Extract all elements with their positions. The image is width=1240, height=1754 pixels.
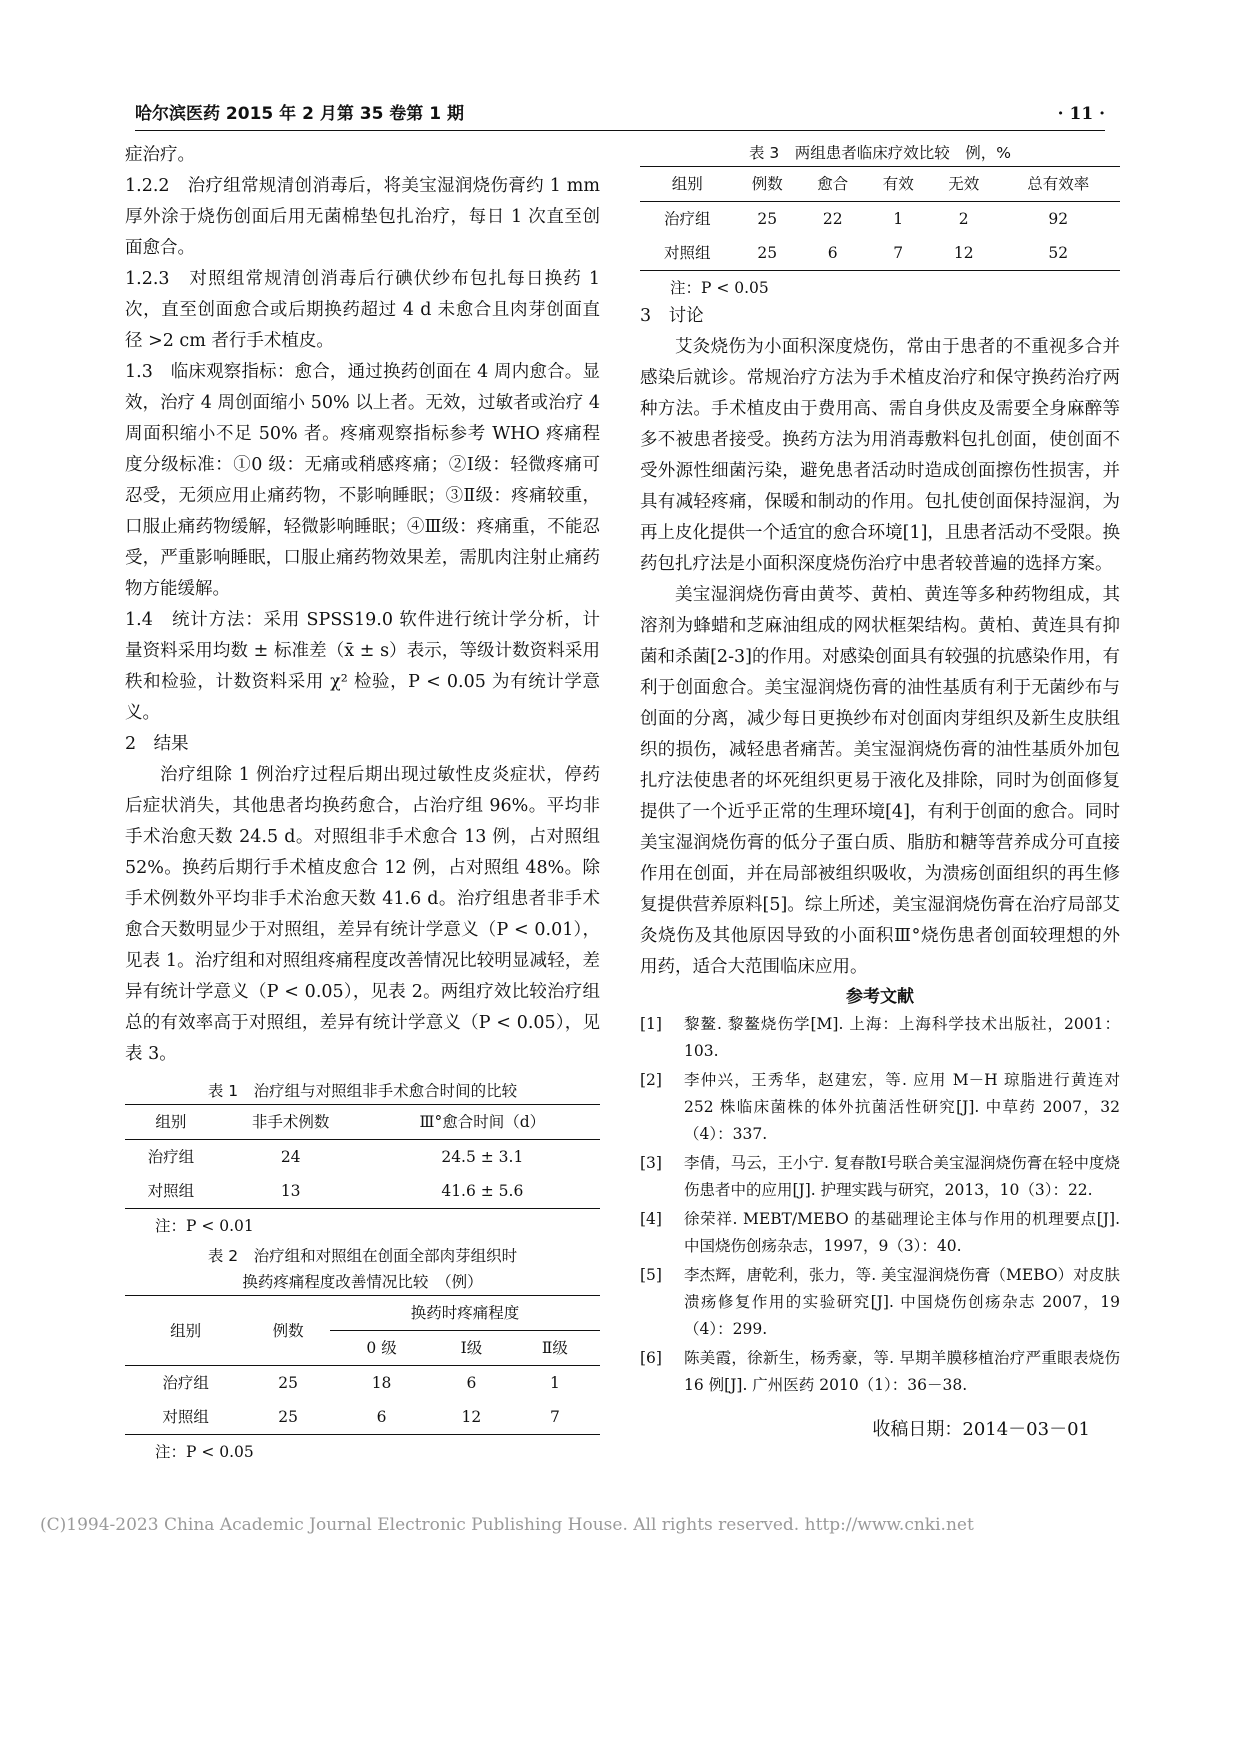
table-cell: 1	[549, 1374, 560, 1392]
journal-info: 哈尔滨医药 2015 年 2 月第 35 卷第 1 期	[135, 104, 464, 124]
table3-note: 注：P < 0.05	[670, 279, 769, 297]
table-cell: 25	[757, 244, 778, 262]
table-header: 愈合	[800, 167, 866, 202]
reference-item	[640, 1011, 1120, 1065]
table2	[125, 1295, 600, 1435]
table-cell: 13	[280, 1182, 301, 1200]
table3-caption: 表 3 两组患者临床疗效比较 例，%	[748, 144, 1012, 162]
table-cell: 7	[893, 244, 904, 262]
table-cell: 12	[953, 244, 974, 262]
table-cell: 对照组	[663, 244, 711, 262]
table-cell: 12	[461, 1408, 482, 1426]
table-cell: 92	[1048, 210, 1069, 228]
reference-item	[640, 1345, 1120, 1399]
table-cell: 25	[278, 1374, 298, 1392]
reference-text: 黎鳌. 黎鳌烧伤学[M]. 上海：上海科学技术出版社，2001：103.	[684, 1015, 1120, 1060]
table-cell: 6	[376, 1408, 387, 1426]
table-row	[125, 1400, 600, 1435]
reference-text: 李倩，马云，王小宁. 复春散Ⅰ号联合美宝湿润烧伤膏在轻中度烧伤患者中的应用[J]. 护理实践与研究，2013，10（3）：22.	[684, 1154, 1120, 1199]
table-cell: 24.5 ± 3.1	[441, 1148, 524, 1166]
reference-item	[640, 1262, 1120, 1343]
reference-number: [3]	[640, 1154, 662, 1172]
reference-text: 陈美霞，徐新生，杨秀豪，等. 早期羊膜移植治疗严重眼表烧伤 16 例[J]. 广州医药 2010（1）：36－38.	[684, 1349, 1120, 1394]
table-row	[640, 236, 1120, 271]
table-cell: 对照组	[162, 1408, 209, 1426]
paragraph: 美宝湿润烧伤膏由黄芩、黄柏、黄连等多种药物组成，其溶剂为蜂蜡和芝麻油组成的网状框架结构。黄柏、黄连具有抑菌和杀菌[2-3]的作用。对感染创面具有较强的抗感染作用，有利于创面愈合。美宝湿润烧伤膏的油性基质有利于无菌纱布与创面的分离，减少每日更换纱布对创面肉芽组织及新生皮肤组织的损伤，减轻患者痛苦。美宝湿润烧伤膏的油性基质外加包扎疗法使患者的坏死组织更易于液化及排除，同时为创面修复提供了一个近乎正常的生理环境[4]，有利于创面的愈合。同时美宝湿润烧伤膏的低分子蛋白质、脂肪和糖等营养成分可直接作用在创面，并在局部被组织吸收，为溃疡创面组织的再生修复提供营养原料[5]。综上所述，美宝湿润烧伤膏在治疗局部艾灸烧伤及其他原因导致的小面积Ⅲ°烧伤患者创面较理想的外用药，适合大范围临床应用。	[640, 585, 1120, 977]
table2-note: 注：P < 0.05	[155, 1443, 254, 1461]
table-cell: 治疗组	[147, 1148, 195, 1166]
table-cell: 41.6 ± 5.6	[441, 1182, 524, 1200]
reference-number: [1]	[640, 1015, 662, 1033]
copyright-notice: (C)1994-2023 China Academic Journal Electronic Publishing House. All rights reserved. http://www.cnki.net	[40, 1515, 974, 1535]
table1-caption: 表 1 治疗组与对照组非手术愈合时间的比较	[207, 1082, 518, 1100]
received-date: 收稿日期：2014－03－01	[872, 1419, 1090, 1440]
reference-text: 李杰辉，唐乾利，张力，等. 美宝湿润烧伤膏（MEBO）对皮肤溃疡修复作用的实验研究[J]. 中国烧伤创疡杂志 2007，19（4）：299.	[684, 1266, 1120, 1338]
table1	[125, 1104, 600, 1209]
table-cell: 52	[1048, 244, 1069, 262]
table-cell: 1	[893, 210, 904, 228]
references-heading: 参考文献	[846, 987, 914, 1007]
table-header: Ⅰ级	[433, 1331, 510, 1366]
table-row	[125, 1366, 600, 1401]
table-header: 0 级	[330, 1331, 433, 1366]
page-number: · 11 ·	[1057, 104, 1105, 124]
table-header: 有效	[865, 167, 931, 202]
table-cell: 6	[827, 244, 838, 262]
table-cell: 2	[958, 210, 969, 228]
table-cell: 18	[371, 1374, 392, 1392]
paragraph: 1.3 临床观察指标：愈合，通过换药创面在 4 周内愈合。显效，治疗 4 周创面缩小 50% 以上者。无效，过敏者或治疗 4 周面积缩小不足 50% 者。疼痛观察指标参考 WHO 疼痛程度分级标准：①0 级：无痛或稍感疼痛；②Ⅰ级：轻微疼痛可忍受，无须应用止痛药物，不影响睡眠；③Ⅱ级：疼痛较重，口服止痛药物缓解，轻微影响睡眠；④Ⅲ级：疼痛重，不能忍受，严重影响睡眠，口服止痛药物效果差，需肌肉注射止痛药物方能缓解。	[125, 362, 600, 599]
running-header	[135, 100, 1105, 131]
reference-number: [2]	[640, 1071, 662, 1089]
table-header: Ⅲ°愈合时间（d）	[365, 1105, 600, 1140]
reference-text: 李仲兴，王秀华，赵建宏，等. 应用 M－H 琼脂进行黄连对 252 株临床菌株的体外抗菌活性研究[J]. 中草药 2007，32（4）：337.	[684, 1071, 1120, 1143]
table-cell: 25	[757, 210, 778, 228]
reference-number: [6]	[640, 1349, 662, 1367]
table-header: 总有效率	[996, 167, 1120, 202]
table-cell: 对照组	[147, 1182, 195, 1200]
table-header: 组别	[125, 1296, 246, 1366]
table-cell: 22	[822, 210, 843, 228]
paragraph: 1.2.2 治疗组常规清创消毒后，将美宝湿润烧伤膏约 1 mm 厚外涂于烧伤创面后用无菌棉垫包扎治疗，每日 1 次直至创面愈合。	[125, 176, 600, 258]
table-cell: 24	[280, 1148, 301, 1166]
table-cell: 治疗组	[663, 210, 711, 228]
reference-item	[640, 1067, 1120, 1148]
right-column	[640, 140, 1120, 1401]
left-column	[125, 140, 600, 1465]
table3	[640, 166, 1120, 271]
table1-note: 注：P < 0.01	[155, 1217, 254, 1235]
reference-number: [5]	[640, 1266, 662, 1284]
reference-number: [4]	[640, 1210, 662, 1228]
table-header: 组别	[640, 167, 734, 202]
paragraph: 症治疗。	[125, 145, 195, 165]
table-header: 非手术例数	[217, 1105, 365, 1140]
table-cell: 6	[466, 1374, 477, 1392]
table-cell: 治疗组	[162, 1374, 209, 1392]
table-row	[640, 202, 1120, 237]
paragraph: 治疗组除 1 例治疗过程后期出现过敏性皮炎症状，停药后症状消失，其他患者均换药愈合，占治疗组 96%。平均非手术治愈天数 24.5 d。对照组非手术愈合 13 例，占对照组 52%。换药后期行手术植皮愈合 12 例，占对照组 48%。除手术例数外平均非手术治愈天数 41.6 d。治疗组患者非手术愈合天数明显少于对照组，差异有统计学意义（P < 0.01），见表 1。治疗组和对照组疼痛程度改善情况比较明显减轻，差异有统计学意义（P < 0.05），见表 2。两组疗效比较治疗组总的有效率高于对照组，差异有统计学意义（P < 0.05），见表 3。	[125, 765, 600, 1064]
table-cell: 7	[549, 1408, 560, 1426]
paragraph: 1.2.3 对照组常规清创消毒后行碘伏纱布包扎每日换药 1 次，直至创面愈合或后期换药超过 4 d 未愈合且肉芽创面直径 >2 cm 者行手术植皮。	[125, 269, 600, 351]
paragraph: 艾灸烧伤为小面积深度烧伤，常由于患者的不重视多合并感染后就诊。常规治疗方法为手术植皮治疗和保守换药治疗两种方法。手术植皮由于费用高、需自身供皮及需要全身麻醉等多不被患者接受。换药方法为用消毒敷料包扎创面，使创面不受外源性细菌污染，避免患者活动时造成创面擦伤性损害，并具有减轻疼痛，保暖和制动的作用。包扎使创面保持湿润，为再上皮化提供一个适宜的愈合环境[1]，且患者活动不受限。换药包扎疗法是小面积深度烧伤治疗中患者较普遍的选择方案。	[640, 337, 1120, 574]
table-header: 例数	[246, 1296, 330, 1366]
table2-caption-line2: 换药疼痛程度改善情况比较 （例）	[242, 1273, 483, 1291]
table2-caption: 表 2 治疗组和对照组在创面全部肉芽组织时	[207, 1247, 518, 1265]
reference-item	[640, 1150, 1120, 1204]
table-row	[125, 1140, 600, 1175]
table-header: 组别	[125, 1105, 217, 1140]
table-header: 例数	[734, 167, 800, 202]
table-header: 换药时疼痛程度	[330, 1296, 600, 1331]
reference-text: 徐荣祥. MEBT/MEBO 的基础理论主体与作用的机理要点[J]. 中国烧伤创疡杂志，1997，9（3）：40.	[684, 1210, 1120, 1255]
table-header: Ⅱ级	[510, 1331, 600, 1366]
reference-list	[640, 1011, 1120, 1399]
section-heading: 3 讨论	[640, 306, 704, 326]
table-row	[125, 1174, 600, 1209]
table-header: 无效	[931, 167, 997, 202]
paragraph: 1.4 统计方法：采用 SPSS19.0 软件进行统计学分析，计量资料采用均数 ± 标准差（x̄ ± s）表示，等级计数资料采用秩和检验，计数资料采用 χ² 检验，P < 0.05 为有统计学意义。	[125, 610, 600, 723]
reference-item	[640, 1206, 1120, 1260]
table-cell: 25	[278, 1408, 298, 1426]
section-heading: 2 结果	[125, 734, 189, 754]
